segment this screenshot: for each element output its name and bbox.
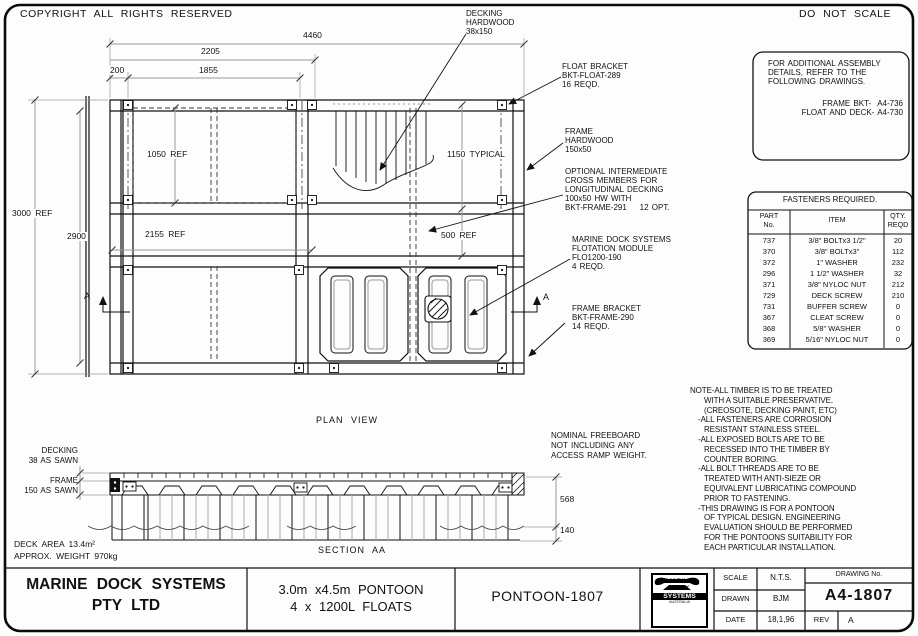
note-line: EACH PARTICULAR INSTALLATION. — [704, 543, 836, 552]
qty: 32 — [893, 269, 903, 278]
part-no: 367 — [762, 313, 776, 322]
dim-140: 140 — [560, 525, 575, 535]
part-no: 296 — [762, 269, 776, 278]
company-name: PTY LTD — [91, 597, 161, 614]
cleat-icon — [653, 575, 701, 592]
table-row — [748, 258, 912, 269]
do-not-scale-text: DO NOT SCALE — [799, 8, 891, 20]
deck-area-text: DECK AREA 13.4m² — [14, 539, 96, 549]
callout-flotation-module: MARINE DOCK SYSTEMS — [572, 235, 671, 244]
callout-decking: HARDWOOD — [466, 18, 515, 27]
part-no: 729 — [762, 291, 776, 300]
qty: 0 — [895, 335, 901, 344]
float-tops — [122, 486, 518, 495]
callout-decking: DECKING — [466, 9, 503, 18]
logo-text: AUSTRALIA — [668, 600, 691, 605]
date-value: 18,1,96 — [767, 615, 795, 624]
fasteners-col-qty: REQD — [887, 220, 909, 229]
callout-float-bracket: FLOAT BRACKET — [562, 62, 629, 71]
ref-box-line: DETAILS, REFER TO THE — [768, 68, 867, 77]
copyright-text: COPYRIGHT ALL RIGHTS RESERVED — [20, 8, 233, 20]
qty: 112 — [892, 247, 904, 256]
note-line: -ALL BOLT THREADS ARE TO BE — [698, 464, 819, 473]
note-line: FOR THE PONTOONS SUITABILITY FOR — [704, 533, 853, 542]
callout-optional-members: CROSS MEMBERS FOR — [565, 176, 658, 185]
note-line: -ALL FASTENERS ARE CORROSION — [698, 415, 832, 424]
section-marker-label-right: A — [543, 292, 550, 302]
callout-optional-members: LONGITUDINAL DECKING — [565, 185, 664, 194]
decking-boards — [336, 111, 426, 184]
company-name: MARINE DOCK SYSTEMS — [26, 576, 226, 593]
item: 1" WASHER — [816, 258, 858, 267]
item: 3/8" BOLTx3 1/2" — [808, 236, 866, 245]
callout-flotation-module: 4 REQD. — [572, 262, 606, 271]
callout-frame-sawn: FRAME — [50, 476, 78, 485]
dim-4460: 4460 — [303, 30, 322, 40]
callout-frame-bracket: FRAME BRACKET — [572, 304, 642, 313]
rev-label: REV — [813, 615, 830, 624]
qty: 232 — [891, 258, 905, 267]
table-row — [748, 302, 912, 313]
item: CLEAT SCREW — [810, 313, 864, 322]
deck-plank-joints — [124, 473, 516, 478]
drawn-value: BJM — [773, 594, 789, 603]
callout-frame-hardwood: HARDWOOD — [565, 136, 614, 145]
section-marker-left — [103, 297, 130, 312]
qty: 210 — [891, 291, 905, 300]
logo-text: SYSTEMS — [653, 593, 706, 601]
callout-decking-sawn: 38 AS SAWN — [28, 456, 78, 465]
table-row — [748, 236, 912, 247]
weight-text: APPROX. WEIGHT 970kg — [14, 551, 118, 561]
table-row — [748, 291, 912, 302]
fasteners-title: FASTENERS REQUIRED. — [782, 195, 878, 204]
part-no: 370 — [762, 247, 776, 256]
note-line: RESISTANT STAINLESS STEEL. — [704, 425, 821, 434]
callout-freeboard: NOT INCLUDING ANY — [551, 441, 635, 450]
section-marker-label-left: A — [84, 291, 91, 301]
ref-box-line: FRAME BKT- A4-736 — [822, 99, 903, 108]
callout-frame-bracket: BKT-FRAME-290 — [572, 313, 634, 322]
dim-1855: 1855 — [199, 65, 218, 75]
table-row — [748, 313, 912, 324]
fasteners-col-part: PART — [759, 211, 779, 220]
part-no: 371 — [762, 280, 776, 289]
item: BUFFER SCREW — [807, 302, 867, 311]
dim-1050-ref: 1050 REF — [147, 149, 188, 159]
callout-frame-hardwood: FRAME — [565, 127, 593, 136]
item: 1 1/2" WASHER — [809, 269, 865, 278]
note-line: NOTE-ALL TIMBER IS TO BE TREATED — [690, 386, 833, 395]
fasteners-col-part: No. — [763, 220, 775, 229]
dim-2205: 2205 — [201, 46, 220, 56]
callout-frame-bracket: 14 REQD. — [572, 322, 610, 331]
part-no: 368 — [762, 324, 776, 333]
callout-optional-members: 100x50 HW WITH — [565, 194, 632, 203]
callout-frame-hardwood: 150x50 — [565, 145, 592, 154]
note-line: EQUIVALENT LUBRICATING COMPOUND — [704, 484, 857, 493]
table-row — [748, 335, 912, 346]
fasteners-col-item: ITEM — [828, 215, 846, 224]
ref-box-line: FOR ADDITIONAL ASSEMBLY — [768, 59, 881, 68]
date-label: DATE — [725, 615, 746, 624]
part-no: 369 — [762, 335, 776, 344]
section-aa-label: SECTION AA — [318, 545, 387, 555]
callout-optional-members: OPTIONAL INTERMEDIATE — [565, 167, 668, 176]
qty: 212 — [891, 280, 905, 289]
drawing-description: 3.0m x4.5m PONTOON — [278, 582, 424, 597]
part-no: 731 — [762, 302, 776, 311]
callout-flotation-module: FLO1200-190 — [572, 253, 622, 262]
dim-2900: 2900 — [67, 231, 86, 241]
item: 5/16" NYLOC NUT — [805, 335, 869, 344]
dimension-lines — [28, 38, 562, 545]
note-line: OF TYPICAL DESIGN. ENGINEERING — [704, 513, 841, 522]
note-line: -THIS DRAWING IS FOR A PONTOON — [698, 504, 835, 513]
note-line: PRIOR TO FASTENING. — [704, 494, 791, 503]
part-no: 737 — [762, 236, 776, 245]
fasteners-rows — [748, 236, 912, 346]
note-line: WITH A SUITABLE PRESERVATIVE. — [704, 396, 833, 405]
callout-flotation-module: FLOTATION MODULE — [572, 244, 654, 253]
table-row — [748, 269, 912, 280]
scale-label: SCALE — [723, 573, 748, 582]
table-row — [748, 324, 912, 335]
dim-200: 200 — [110, 65, 125, 75]
table-row — [748, 280, 912, 291]
dim-568: 568 — [560, 494, 575, 504]
note-line: RECESSED INTO THE TIMBER BY — [704, 445, 830, 454]
drawn-label: DRAWN — [721, 594, 750, 603]
callout-decking-sawn: DECKING — [41, 446, 78, 455]
ref-box-line: FOLLOWING DRAWINGS. — [768, 77, 866, 86]
dim-1150-typical: 1150 TYPICAL — [447, 149, 505, 159]
flotation-modules — [320, 268, 506, 361]
fasteners-col-qty: QTY. — [890, 211, 906, 220]
item: 3/8" NYLOC NUT — [807, 280, 867, 289]
dim-2155-ref: 2155 REF — [145, 229, 186, 239]
dim-500-ref: 500 REF — [441, 230, 477, 240]
note-line: COUNTER BORING. — [704, 455, 779, 464]
qty: 0 — [895, 324, 901, 333]
note-line: EVALUATION SHOULD BE PERFORMED — [704, 523, 853, 532]
item: 3/8" BOLTx3" — [814, 247, 860, 256]
section-aa-linework — [88, 473, 524, 540]
qty: 20 — [893, 236, 903, 245]
qty: 0 — [895, 313, 901, 322]
note-line: (CREOSOTE, DECKING PAINT, ETC) — [704, 406, 837, 415]
scale-value: N.T.S. — [770, 573, 792, 582]
part-no: 372 — [762, 258, 776, 267]
rev-value: A — [848, 615, 854, 625]
note-line: -ALL EXPOSED BOLTS ARE TO BE — [698, 435, 825, 444]
company-logo — [651, 573, 708, 628]
dim-3000-ref: 3000 REF — [12, 208, 53, 218]
drawing-no-label: DRAWING No. — [835, 571, 883, 578]
callout-float-bracket: 16 REQD. — [562, 80, 600, 89]
item: 5/8" WASHER — [813, 324, 861, 333]
note-line: TREATED WITH ANTI-SIEZE OR — [704, 474, 821, 483]
float-section-cut — [122, 495, 144, 540]
callout-decking: 38x150 — [466, 27, 493, 36]
callout-float-bracket: BKT-FLOAT-289 — [562, 71, 621, 80]
drawing-description: 4 x 1200L FLOATS — [290, 599, 412, 614]
drawing-title: PONTOON-1807 — [491, 588, 604, 604]
plan-view-label: PLAN VIEW — [316, 415, 379, 425]
callout-frame-sawn: 150 AS SAWN — [24, 486, 78, 495]
drawing-no-value: A4-1807 — [824, 587, 894, 604]
callout-freeboard: ACCESS RAMP WEIGHT. — [551, 451, 647, 460]
qty: 0 — [895, 302, 901, 311]
item: DECK SCREW — [811, 291, 863, 300]
float-filler-cap — [425, 296, 451, 322]
ref-box-line: FLOAT AND DECK- A4-730 — [801, 108, 903, 117]
table-row — [748, 247, 912, 258]
callout-freeboard: NOMINAL FREEBOARD — [551, 431, 641, 440]
callout-optional-members: BKT-FRAME-291 12 OPT. — [565, 203, 670, 212]
